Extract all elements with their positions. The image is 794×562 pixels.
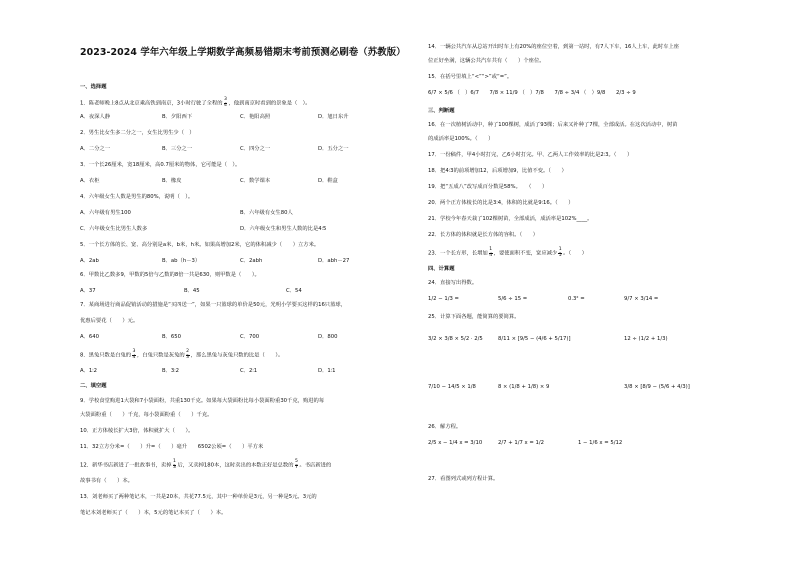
- q24-item-4: 9/7 × 3/14 =: [624, 296, 659, 302]
- q3-option-d: D．鞋盒: [318, 178, 338, 184]
- q7-option-b: B．650: [162, 334, 182, 340]
- question-12-tail2: 。书店新进的: [299, 462, 332, 469]
- q2-option-a: A．二分之一: [80, 146, 111, 152]
- q2-option-b: B．三分之一: [162, 146, 193, 152]
- fraction-numerator: 1: [173, 459, 176, 464]
- question-8: [80, 350, 283, 360]
- question-23: [428, 248, 587, 258]
- fraction: [173, 460, 177, 470]
- q8-option-d: D．1∶1: [318, 368, 336, 374]
- question-11: 11．32立方分米=（ ）升=（ ）毫升 6502公顷=（ ）平方米: [80, 444, 264, 450]
- question-12: [80, 460, 331, 470]
- q4-option-a: A．六年级有男生100: [80, 210, 131, 216]
- question-15: 15．在括号里填上“<”“>”或“=”。: [428, 74, 513, 80]
- q8-option-a: A．1∶2: [80, 368, 98, 374]
- q2-option-d: D．五分之一: [318, 146, 349, 152]
- section-choice: 一、选择题: [80, 84, 107, 90]
- question-27: 27．看图列式或列方程计算。: [428, 476, 499, 482]
- q4-option-b: B．六年级有女生80人: [240, 210, 293, 216]
- question-5: 5．一个长方体的长、宽、高分别是a米，b米，h米。如果高增加2米，它的体积减少（ ）立方米。: [80, 242, 320, 248]
- q3-option-b: B．橡皮: [162, 178, 182, 184]
- question-16: 16．在一次植树活动中，种了100棵树，成活了93棵；后来又补种了7棵，全部成活。在这次活动中，树苗: [428, 122, 678, 128]
- q3-option-c: C．数学课本: [240, 178, 271, 184]
- q6-option-a: A．37: [80, 288, 96, 294]
- q24-item-3: 0.3² =: [568, 296, 585, 302]
- q1-option-b: B．夕阳西下: [162, 114, 193, 120]
- q25-item-1: 3/2 × 3/8 × 5/2 · 2/5: [428, 336, 483, 342]
- question-9: 9．学校食堂购进1大袋和7小袋面粉，共重130千克。如果每大袋面粉比每小袋面粉重30千克，购进的每: [80, 398, 325, 404]
- q25-item-6: 3/8 × [8/9 − (5/6 + 4/3)]: [624, 384, 690, 390]
- question-3: 3．一个长26厘米，宽18厘米，高0.7厘米的物体，它可能是（ ）。: [80, 162, 241, 168]
- question-23-tail2: 。（ ）: [563, 250, 588, 257]
- fraction-numerator: 2: [186, 349, 190, 354]
- fraction-numerator: 3: [132, 349, 136, 354]
- question-21: 21．学校今年春天栽了102棵树苗，全部成活，成活率是102%____。: [428, 216, 593, 222]
- fraction: [295, 460, 299, 470]
- fraction: [224, 98, 228, 108]
- question-6: 6．甲数比乙数多9，甲数的5倍与乙数的8倍一共是630，则甲数是（ ）。: [80, 272, 260, 278]
- question-22: 22．长方体的体积就是长方体的容积。（ ）: [428, 232, 539, 238]
- q4-option-c: C．六年级女生比男生人数多: [80, 226, 148, 232]
- fraction: [558, 248, 562, 258]
- question-23-text: 23．一个长方形，长增加: [428, 250, 488, 257]
- q25-item-5: 8 × (1/8 + 1/8) × 9: [498, 384, 550, 390]
- question-12-cont: 故事书有（ ）本。: [80, 478, 133, 484]
- question-8-tail: ，白兔只数是灰兔的: [136, 352, 185, 359]
- question-7-cont: 优惠后要花（ ）元。: [80, 318, 139, 324]
- question-14-cont: 位正好坐满，这辆公共汽车共有（ ）个座位。: [428, 58, 545, 64]
- question-10: 10．正方体棱长扩大3倍，体积就扩大（ ）。: [80, 428, 194, 434]
- q25-item-3: 12 ÷ (1/2 + 1/3): [624, 336, 668, 342]
- question-2: 2．男生比女生多二分之一，女生比男生少（ ）: [80, 130, 195, 136]
- q7-option-d: D．800: [318, 334, 338, 340]
- fraction-denominator: 4: [489, 252, 493, 258]
- question-9-cont: 大袋面粉重（ ）千克，每小袋面粉重（ ）千克。: [80, 412, 213, 418]
- fraction-denominator: 4: [224, 102, 227, 108]
- q25-item-4: 7/10 − 14/5 × 1/8: [428, 384, 476, 390]
- page-title: 2023-2024 学年六年级上学期数学高频易错期末考前预测必刷卷（苏教版）: [80, 47, 406, 58]
- q6-option-c: C．54: [286, 288, 302, 294]
- q24-item-2: 5/6 ÷ 15 =: [498, 296, 528, 302]
- q3-option-a: A．衣柜: [80, 178, 100, 184]
- question-26: 26．解方程。: [428, 424, 462, 430]
- q8-option-b: B．3∶2: [162, 368, 180, 374]
- q5-option-c: C．2abh: [240, 258, 263, 264]
- fraction: [186, 350, 190, 360]
- question-14: 14．一辆公共汽车从总站开出时车上有20%的座位空着，到第一站时，有7人下车，16人上车，此时车上座: [428, 44, 680, 50]
- q15-comparisons: 6/7 × 5/6 （ ）6/7 7/8 × 11/9 （ ）7/8 7/8 ÷ 3/4 （ ）9/8 2/3 ÷ 9: [428, 90, 636, 96]
- question-1-text: 1．陈老师晚上8点从北京乘高铁到南京，3小时行驶了全程的: [80, 100, 223, 107]
- fraction-denominator: 4: [132, 354, 136, 360]
- q5-option-a: A．2ab: [80, 258, 99, 264]
- fraction: [489, 248, 493, 258]
- fraction-denominator: 7: [295, 464, 298, 470]
- q5-option-d: D．abh－27: [318, 258, 350, 264]
- question-18: 18．把4∶3的前项增加12，后项增加9，比值不变。（ ）: [428, 168, 567, 174]
- fraction-numerator: 5: [295, 459, 298, 464]
- question-24: 24．直接写出得数。: [428, 280, 478, 286]
- fraction-denominator: 3: [173, 464, 176, 470]
- question-19: 19．把“五成八”改写成百分数是58%。 （ ）: [428, 184, 548, 190]
- question-16-cont: 的成活率是100%。（ ）: [428, 136, 494, 142]
- question-7: 7．某商场进行商品促销活动的措施是“买四送一”，如果一只篮球的单价是50元，光明小学要买这样的16只篮球，: [80, 302, 346, 308]
- q8-option-c: C．2∶1: [240, 368, 258, 374]
- q26-item-1: 2/5 x − 1/4 x = 3/10: [428, 440, 483, 446]
- question-23-tail: ，要使面积不变，宽应减少: [493, 250, 558, 257]
- question-8-text: 8．黑兔只数是白兔的: [80, 352, 132, 359]
- question-1: [80, 98, 311, 108]
- fraction: [132, 350, 136, 360]
- fraction-numerator: 3: [224, 97, 227, 102]
- question-1-tail: ，他到南京时看到的景象是（ ）。: [228, 100, 311, 107]
- q2-option-c: C．四分之一: [240, 146, 271, 152]
- question-17: 17．一份稿件，甲4小时打完，乙6小时打完。甲、乙两人工作效率的比是2∶3。（ ）: [428, 152, 633, 158]
- fraction-denominator: 5: [558, 252, 562, 258]
- question-25: 25．计算下面各题，能简算的要简算。: [428, 314, 520, 320]
- q4-option-d: D．六年级女生和男生人数的比是4∶5: [240, 226, 327, 232]
- q1-option-d: D．旭日东升: [318, 114, 349, 120]
- question-12-tail: 后，又卖掉180本，这时卖出的本数正好是总数的: [177, 462, 294, 469]
- question-13-cont: 笔记本刘老师买了（ ）本，5元的笔记本买了（ ）本。: [80, 510, 227, 516]
- fraction-numerator: 1: [558, 247, 562, 252]
- q26-item-2: 2/7 + 1/7 x = 1/2: [498, 440, 545, 446]
- q26-item-3: 1 − 1/6 x = 5/12: [578, 440, 623, 446]
- question-4: 4．六年级女生人数是男生的80%，说明（ ）。: [80, 194, 194, 200]
- section-fill: 二、填空题: [80, 383, 107, 389]
- q7-option-a: A．640: [80, 334, 100, 340]
- fraction-numerator: 1: [489, 247, 493, 252]
- q1-option-c: C．艳阳高照: [240, 114, 271, 120]
- q5-option-b: B．ab（h－3）: [162, 258, 201, 264]
- section-calc: 四、计算题: [428, 266, 455, 272]
- fraction-denominator: 3: [186, 354, 190, 360]
- section-judge: 三、判断题: [428, 108, 455, 114]
- q6-option-b: B．45: [184, 288, 200, 294]
- q24-item-1: 1/2 − 1/3 =: [428, 296, 459, 302]
- q1-option-a: A．夜深人静: [80, 114, 111, 120]
- question-8-tail2: ，那么黑兔与灰兔只数的比是（ ）。: [190, 352, 284, 359]
- question-13: 13．刘老师买了两种笔记本，一共是20本，共花77.5元，其中一种单价是3元，另一种是5元。3元的: [80, 494, 317, 500]
- question-20: 20．两个正方体棱长的比是3∶4，体积的比就是9∶16。（ ）: [428, 200, 574, 206]
- q7-option-c: C．700: [240, 334, 260, 340]
- question-12-text: 12．新华书店新进了一批故事书，卖掉: [80, 462, 172, 469]
- q25-item-2: 8/11 × [9/5 − (4/6 + 5/17)]: [498, 336, 571, 342]
